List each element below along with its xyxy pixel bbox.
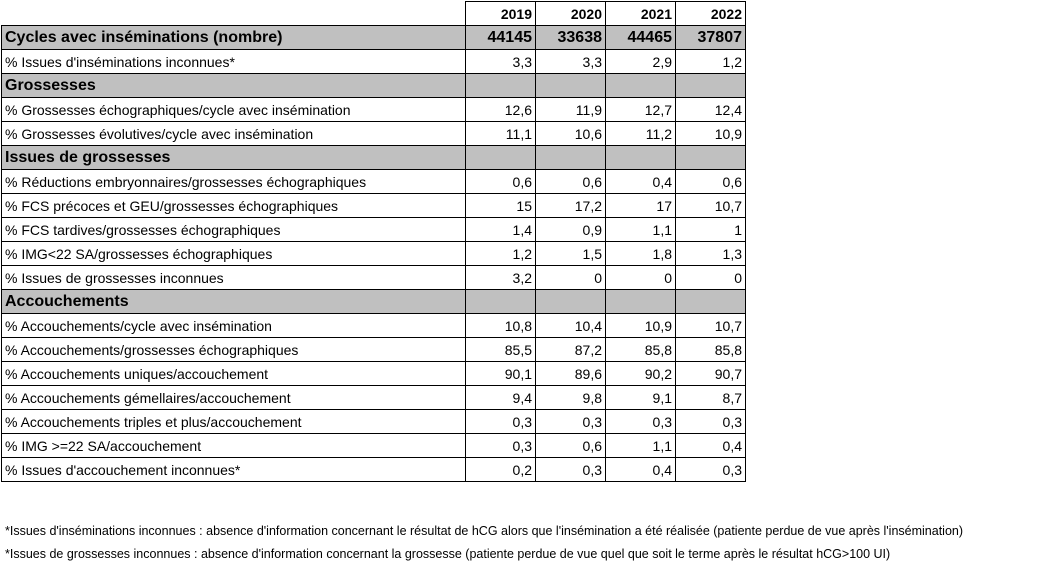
value-cell: 87,2 <box>536 338 606 362</box>
value-cell <box>676 146 746 170</box>
value-cell: 0,2 <box>466 458 536 482</box>
row-label: % Réductions embryonnaires/grossesses échographiques <box>2 170 466 194</box>
value-cell: 0,3 <box>466 434 536 458</box>
value-cell: 0,3 <box>536 410 606 434</box>
value-cell <box>466 74 536 98</box>
value-cell: 1 <box>676 218 746 242</box>
table-row <box>2 314 746 338</box>
table-row <box>2 98 746 122</box>
value-cell: 44465 <box>606 26 676 50</box>
year-header: 2022 <box>676 2 746 26</box>
value-cell: 10,9 <box>606 314 676 338</box>
value-cell: 0,3 <box>676 458 746 482</box>
value-cell: 90,7 <box>676 362 746 386</box>
table-row <box>2 434 746 458</box>
value-cell: 17,2 <box>536 194 606 218</box>
value-cell: 0,4 <box>606 170 676 194</box>
value-cell: 2,9 <box>606 50 676 74</box>
row-label: % FCS précoces et GEU/grossesses échographiques <box>2 194 466 218</box>
footnote-inseminations: *Issues d'inséminations inconnues : absence d'information concernant le résultat de hCG alors que l'insémination a été réalisée (patiente perdue de vue après l'insémination) <box>5 524 964 538</box>
value-cell: 37807 <box>676 26 746 50</box>
table-row <box>2 194 746 218</box>
value-cell: 3,3 <box>536 50 606 74</box>
value-cell: 0 <box>606 266 676 290</box>
header-empty-cell <box>2 2 466 26</box>
value-cell: 85,5 <box>466 338 536 362</box>
value-cell <box>606 146 676 170</box>
results-table <box>1 1 746 482</box>
value-cell: 1,8 <box>606 242 676 266</box>
row-label: % IMG<22 SA/grossesses échographiques <box>2 242 466 266</box>
value-cell: 11,1 <box>466 122 536 146</box>
table-row <box>2 122 746 146</box>
value-cell <box>606 74 676 98</box>
value-cell: 0,3 <box>466 410 536 434</box>
row-label: % FCS tardives/grossesses échographiques <box>2 218 466 242</box>
value-cell: 10,7 <box>676 314 746 338</box>
total-row <box>2 26 746 50</box>
value-cell: 10,6 <box>536 122 606 146</box>
value-cell: 1,5 <box>536 242 606 266</box>
section-header-row <box>2 74 746 98</box>
value-cell: 0,4 <box>606 458 676 482</box>
table-row <box>2 170 746 194</box>
row-label: Issues de grossesses <box>2 146 466 170</box>
value-cell: 44145 <box>466 26 536 50</box>
value-cell: 1,1 <box>606 434 676 458</box>
value-cell <box>466 146 536 170</box>
row-label: % Issues d'accouchement inconnues* <box>2 458 466 482</box>
row-label: % Accouchements uniques/accouchement <box>2 362 466 386</box>
value-cell: 1,2 <box>676 50 746 74</box>
value-cell: 11,2 <box>606 122 676 146</box>
value-cell: 89,6 <box>536 362 606 386</box>
value-cell: 0,3 <box>676 410 746 434</box>
value-cell: 12,4 <box>676 98 746 122</box>
row-label: % Grossesses évolutives/cycle avec insémination <box>2 122 466 146</box>
table-row <box>2 386 746 410</box>
table-row <box>2 458 746 482</box>
row-label: % Accouchements/grossesses échographiques <box>2 338 466 362</box>
value-cell: 15 <box>466 194 536 218</box>
value-cell: 10,8 <box>466 314 536 338</box>
table-row <box>2 338 746 362</box>
table-row <box>2 218 746 242</box>
row-label: % Accouchements gémellaires/accouchement <box>2 386 466 410</box>
value-cell: 12,6 <box>466 98 536 122</box>
value-cell: 33638 <box>536 26 606 50</box>
value-cell: 1,4 <box>466 218 536 242</box>
value-cell: 0,3 <box>606 410 676 434</box>
value-cell: 0,6 <box>536 170 606 194</box>
value-cell: 1,2 <box>466 242 536 266</box>
value-cell: 0,6 <box>676 170 746 194</box>
header-row <box>2 2 746 26</box>
table-row <box>2 410 746 434</box>
value-cell: 90,2 <box>606 362 676 386</box>
row-label: % Grossesses échographiques/cycle avec insémination <box>2 98 466 122</box>
row-label: % Issues d'inséminations inconnues* <box>2 50 466 74</box>
value-cell: 8,7 <box>676 386 746 410</box>
value-cell: 3,2 <box>466 266 536 290</box>
value-cell: 85,8 <box>606 338 676 362</box>
value-cell: 10,4 <box>536 314 606 338</box>
value-cell: 10,7 <box>676 194 746 218</box>
year-header: 2021 <box>606 2 676 26</box>
year-header: 2020 <box>536 2 606 26</box>
value-cell: 90,1 <box>466 362 536 386</box>
row-label: % Accouchements triples et plus/accouchement <box>2 410 466 434</box>
table-row <box>2 242 746 266</box>
value-cell: 11,9 <box>536 98 606 122</box>
row-label: Grossesses <box>2 74 466 98</box>
table-row <box>2 362 746 386</box>
value-cell: 0,6 <box>466 170 536 194</box>
value-cell: 9,1 <box>606 386 676 410</box>
row-label: % IMG >=22 SA/accouchement <box>2 434 466 458</box>
value-cell: 12,7 <box>606 98 676 122</box>
row-label: % Issues de grossesses inconnues <box>2 266 466 290</box>
section-header-row <box>2 146 746 170</box>
value-cell <box>536 290 606 314</box>
value-cell: 9,8 <box>536 386 606 410</box>
footnote-grossesses: *Issues de grossesses inconnues : absence d'information concernant la grossesse (patiente perdue de vue quel que soit le terme après le résultat hCG>100 UI) <box>5 547 891 561</box>
value-cell: 1,3 <box>676 242 746 266</box>
value-cell: 0,9 <box>536 218 606 242</box>
row-label: Accouchements <box>2 290 466 314</box>
value-cell: 0,3 <box>536 458 606 482</box>
table-row <box>2 50 746 74</box>
value-cell: 85,8 <box>676 338 746 362</box>
row-label: Cycles avec inséminations (nombre) <box>2 26 466 50</box>
value-cell: 10,9 <box>676 122 746 146</box>
year-header: 2019 <box>466 2 536 26</box>
value-cell: 1,1 <box>606 218 676 242</box>
value-cell <box>606 290 676 314</box>
section-header-row <box>2 290 746 314</box>
value-cell: 9,4 <box>466 386 536 410</box>
value-cell: 17 <box>606 194 676 218</box>
value-cell <box>466 290 536 314</box>
table-row <box>2 266 746 290</box>
value-cell: 0,4 <box>676 434 746 458</box>
value-cell: 3,3 <box>466 50 536 74</box>
value-cell <box>676 290 746 314</box>
value-cell: 0 <box>676 266 746 290</box>
row-label: % Accouchements/cycle avec insémination <box>2 314 466 338</box>
value-cell <box>536 146 606 170</box>
value-cell <box>536 74 606 98</box>
value-cell: 0,6 <box>536 434 606 458</box>
value-cell: 0 <box>536 266 606 290</box>
value-cell <box>676 74 746 98</box>
